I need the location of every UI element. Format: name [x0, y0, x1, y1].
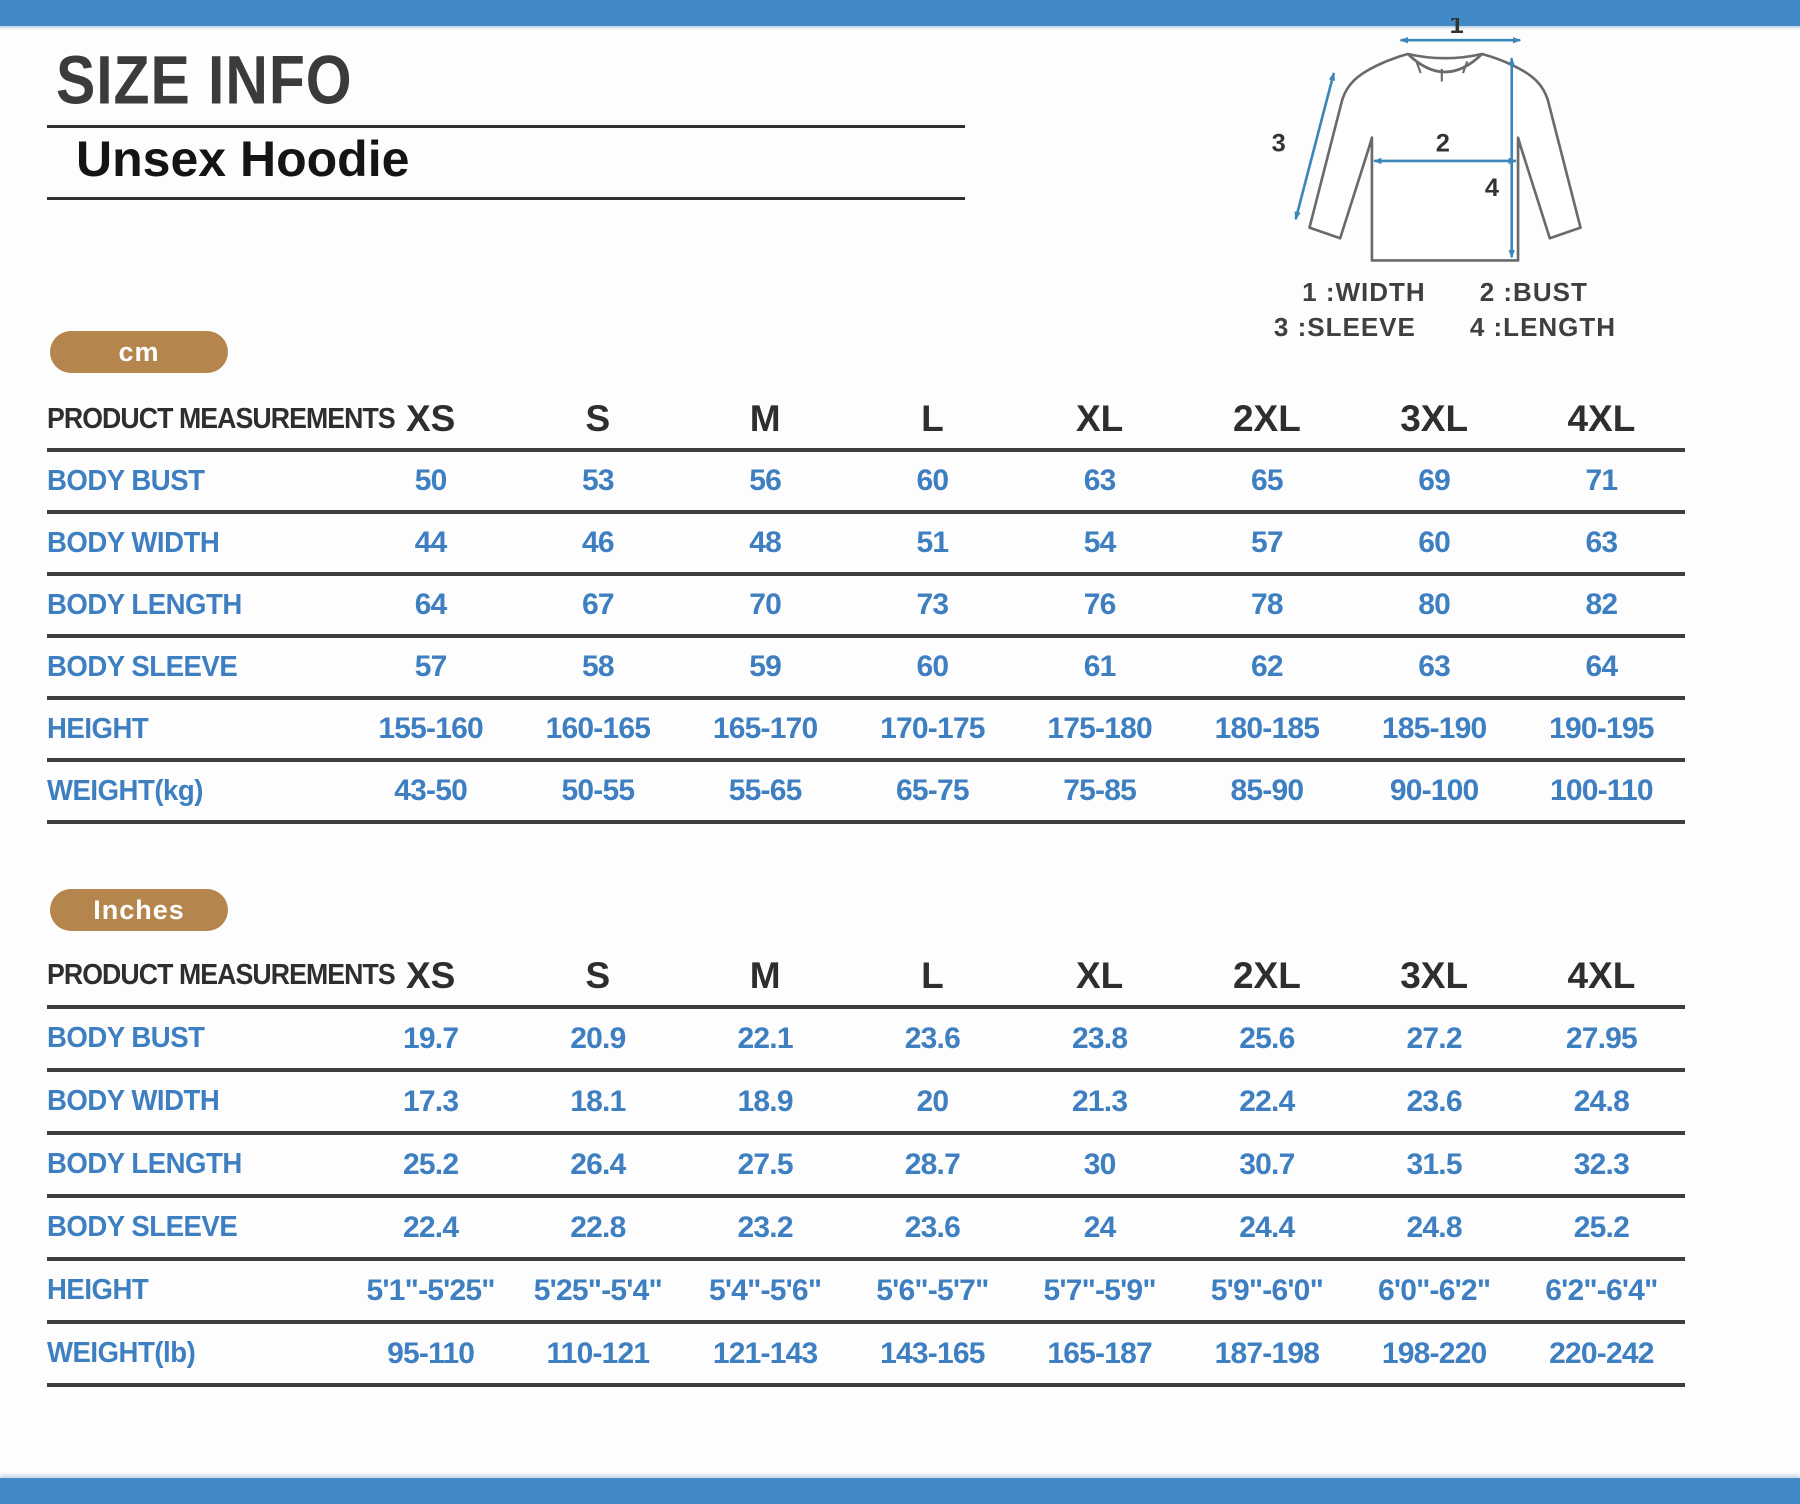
- table-row: [47, 452, 1685, 514]
- measurement-value: 24.8: [1573, 1084, 1629, 1118]
- divider-line: [47, 197, 965, 200]
- measurement-value: 60: [916, 650, 949, 683]
- measurement-value: 67: [581, 588, 614, 621]
- size-column-header: 2XL: [1232, 398, 1301, 439]
- measurement-value: 57: [1250, 526, 1283, 559]
- measurement-value: 22.4: [403, 1210, 459, 1244]
- size-column-header: XL: [1075, 398, 1124, 439]
- measurement-value: 21.3: [1072, 1084, 1128, 1118]
- measurement-value: 25.2: [1573, 1210, 1629, 1244]
- measurement-value: 24.4: [1239, 1210, 1295, 1244]
- measurement-value: 62: [1250, 650, 1283, 683]
- measurement-value: 70: [749, 588, 782, 621]
- row-label: WEIGHT(lb): [47, 1337, 196, 1369]
- measurement-value: 23.8: [1072, 1021, 1128, 1055]
- legend-row: [1302, 277, 1588, 308]
- row-label: BODY WIDTH: [47, 1085, 220, 1117]
- measurement-value: 25.2: [403, 1147, 459, 1181]
- measurement-value: 27.5: [737, 1147, 793, 1181]
- measurement-value: 100-110: [1549, 774, 1653, 807]
- measurement-value: 63: [1418, 650, 1451, 683]
- measurement-value: 20: [916, 1084, 949, 1118]
- measurement-value: 85-90: [1230, 774, 1304, 807]
- measurement-value: 23.2: [737, 1210, 793, 1244]
- measurement-value: 60: [1418, 526, 1451, 559]
- measurement-value: 54: [1083, 526, 1116, 559]
- measurement-value: 5'4"-5'6": [709, 1273, 822, 1307]
- measurement-value: 57: [414, 650, 447, 683]
- measurement-value: 165-187: [1047, 1336, 1152, 1370]
- page-title: SIZE INFO: [56, 43, 353, 119]
- legend-length: 4 :LENGTH: [1469, 312, 1617, 342]
- measurement-value: 5'1"-5'25": [366, 1273, 495, 1307]
- measurement-value: 198-220: [1381, 1336, 1487, 1370]
- measurement-value: 46: [581, 526, 614, 559]
- table-row: [47, 1135, 1685, 1198]
- marker-1: 1: [1449, 18, 1464, 39]
- row-label: HEIGHT: [47, 1274, 149, 1306]
- unit-badge-cm: cm: [50, 331, 228, 373]
- measurement-value: 185-190: [1381, 712, 1487, 745]
- measurement-value: 73: [916, 588, 949, 621]
- size-column-header: 2XL: [1232, 954, 1301, 996]
- legend-width: 1 :WIDTH: [1302, 277, 1426, 307]
- marker-4: 4: [1484, 173, 1499, 202]
- measurement-value: 31.5: [1406, 1147, 1462, 1181]
- measurement-value: 48: [749, 526, 782, 559]
- measurements-column-header: PRODUCT MEASUREMENTS: [47, 402, 395, 435]
- measurement-value: 63: [1083, 464, 1116, 497]
- measurement-value: 6'0"-6'2": [1378, 1273, 1491, 1307]
- measurement-value: 26.4: [570, 1147, 626, 1181]
- measurement-value: 63: [1585, 526, 1618, 559]
- size-table-cm: [47, 390, 1685, 824]
- row-label: BODY SLEEVE: [47, 650, 238, 683]
- row-label: BODY BUST: [47, 464, 205, 497]
- measurement-value: 69: [1418, 464, 1451, 497]
- size-column-header: 4XL: [1567, 398, 1636, 439]
- measurement-value: 187-198: [1214, 1336, 1320, 1370]
- size-column-header: 3XL: [1400, 954, 1469, 996]
- measurement-value: 5'25"-5'4": [533, 1273, 662, 1307]
- table-row: [47, 1324, 1685, 1387]
- measurement-value: 64: [414, 588, 447, 621]
- table-row: [47, 576, 1685, 638]
- row-label: BODY LENGTH: [47, 1148, 242, 1180]
- measurement-value: 51: [916, 526, 949, 559]
- measurement-value: 80: [1418, 588, 1451, 621]
- table-header-row: [47, 390, 1685, 452]
- measurement-value: 24.8: [1406, 1210, 1462, 1244]
- table-row: [47, 638, 1685, 700]
- measurement-value: 75-85: [1063, 774, 1136, 807]
- row-label: BODY WIDTH: [47, 526, 220, 559]
- measurement-value: 110-121: [546, 1336, 650, 1370]
- diagram-legend: [1245, 277, 1645, 343]
- measurement-value: 18.1: [570, 1084, 626, 1118]
- measurement-value: 76: [1083, 588, 1116, 621]
- measurement-value: 50: [414, 464, 447, 497]
- measurement-value: 43-50: [394, 774, 467, 807]
- measurement-value: 17.3: [403, 1084, 459, 1118]
- measurement-value: 56: [749, 464, 782, 497]
- measurement-value: 23.6: [904, 1021, 960, 1055]
- measurement-value: 32.3: [1573, 1147, 1629, 1181]
- size-table-inches: [47, 946, 1685, 1387]
- measurement-value: 61: [1083, 650, 1116, 683]
- bottom-border-bar: [0, 1478, 1800, 1504]
- measurement-value: 22.1: [737, 1021, 793, 1055]
- measurement-value: 5'6"-5'7": [876, 1273, 989, 1307]
- product-name: Unsex Hoodie: [76, 131, 410, 187]
- row-label: BODY SLEEVE: [47, 1211, 238, 1243]
- measurement-value: 190-195: [1549, 712, 1654, 745]
- legend-row: [1274, 312, 1616, 343]
- measurement-value: 25.6: [1239, 1021, 1295, 1055]
- size-column-header: L: [921, 398, 944, 439]
- size-column-header: S: [585, 398, 611, 439]
- size-column-header: XS: [405, 954, 456, 996]
- size-column-header: M: [749, 954, 781, 996]
- measurement-value: 22.4: [1239, 1084, 1295, 1118]
- measurement-value: 50-55: [561, 774, 635, 807]
- size-column-header: XL: [1075, 954, 1124, 996]
- measurement-value: 60: [916, 464, 949, 497]
- marker-3: 3: [1271, 129, 1286, 158]
- table-header-row: [47, 946, 1685, 1009]
- table-row: [47, 1009, 1685, 1072]
- size-column-header: M: [749, 398, 781, 439]
- measurement-value: 5'9"-6'0": [1210, 1273, 1323, 1307]
- row-label: WEIGHT(kg): [47, 774, 203, 807]
- measurement-value: 24: [1083, 1210, 1116, 1244]
- table-row: [47, 1261, 1685, 1324]
- size-column-header: 4XL: [1567, 954, 1636, 996]
- measurement-value: 143-165: [880, 1336, 985, 1370]
- measurement-value: 5'7"-5'9": [1043, 1273, 1156, 1307]
- measurement-value: 58: [581, 650, 614, 683]
- measurement-value: 78: [1250, 588, 1283, 621]
- measurement-value: 160-165: [545, 712, 651, 745]
- divider-line: [47, 125, 965, 128]
- measurement-value: 82: [1585, 588, 1618, 621]
- marker-2: 2: [1435, 129, 1450, 158]
- table-row: [47, 762, 1685, 824]
- measurement-value: 170-175: [880, 712, 985, 745]
- measurement-value: 22.8: [570, 1210, 626, 1244]
- measurement-value: 28.7: [904, 1147, 960, 1181]
- measurement-value: 44: [414, 526, 447, 559]
- measurement-value: 23.6: [1406, 1084, 1462, 1118]
- row-label: BODY LENGTH: [47, 588, 242, 621]
- size-column-header: XS: [405, 398, 456, 439]
- measurement-value: 155-160: [378, 712, 483, 745]
- size-column-header: L: [921, 954, 944, 996]
- measurement-value: 71: [1585, 464, 1618, 497]
- measurement-value: 220-242: [1549, 1336, 1654, 1370]
- measurement-value: 27.2: [1406, 1021, 1462, 1055]
- measurement-value: 165-170: [712, 712, 818, 745]
- measurement-value: 6'2"-6'4": [1545, 1273, 1658, 1307]
- measurement-value: 30: [1083, 1147, 1116, 1181]
- table-row: [47, 1072, 1685, 1135]
- table-row: [47, 700, 1685, 762]
- measurement-value: 55-65: [728, 774, 802, 807]
- size-column-header: S: [585, 954, 611, 996]
- measurement-value: 95-110: [387, 1336, 475, 1370]
- measurements-column-header: PRODUCT MEASUREMENTS: [47, 959, 395, 991]
- table-row: [47, 1198, 1685, 1261]
- row-label: BODY BUST: [47, 1022, 205, 1054]
- measurement-value: 18.9: [737, 1084, 793, 1118]
- unit-badge-inches: Inches: [50, 889, 228, 931]
- measurement-value: 90-100: [1389, 774, 1479, 807]
- measurement-value: 53: [581, 464, 614, 497]
- measurement-value: 27.95: [1565, 1021, 1637, 1055]
- legend-sleeve: 3 :SLEEVE: [1273, 312, 1416, 342]
- measurement-value: 65: [1250, 464, 1283, 497]
- measurement-value: 180-185: [1214, 712, 1320, 745]
- measurement-value: 23.6: [904, 1210, 960, 1244]
- hoodie-measurement-diagram: [1245, 18, 1645, 343]
- measurement-value: 20.9: [570, 1021, 626, 1055]
- row-label: HEIGHT: [47, 712, 149, 745]
- legend-bust: 2 :BUST: [1479, 277, 1588, 307]
- size-column-header: 3XL: [1400, 398, 1469, 439]
- measurement-value: 59: [749, 650, 782, 683]
- measurement-value: 65-75: [896, 774, 969, 807]
- measurement-value: 64: [1585, 650, 1618, 683]
- measurement-value: 121-143: [712, 1336, 818, 1370]
- hoodie-outline-icon: [1245, 18, 1645, 270]
- table-row: [47, 514, 1685, 576]
- measurement-value: 175-180: [1047, 712, 1152, 745]
- measurement-value: 19.7: [403, 1021, 459, 1055]
- measurement-value: 30.7: [1239, 1147, 1295, 1181]
